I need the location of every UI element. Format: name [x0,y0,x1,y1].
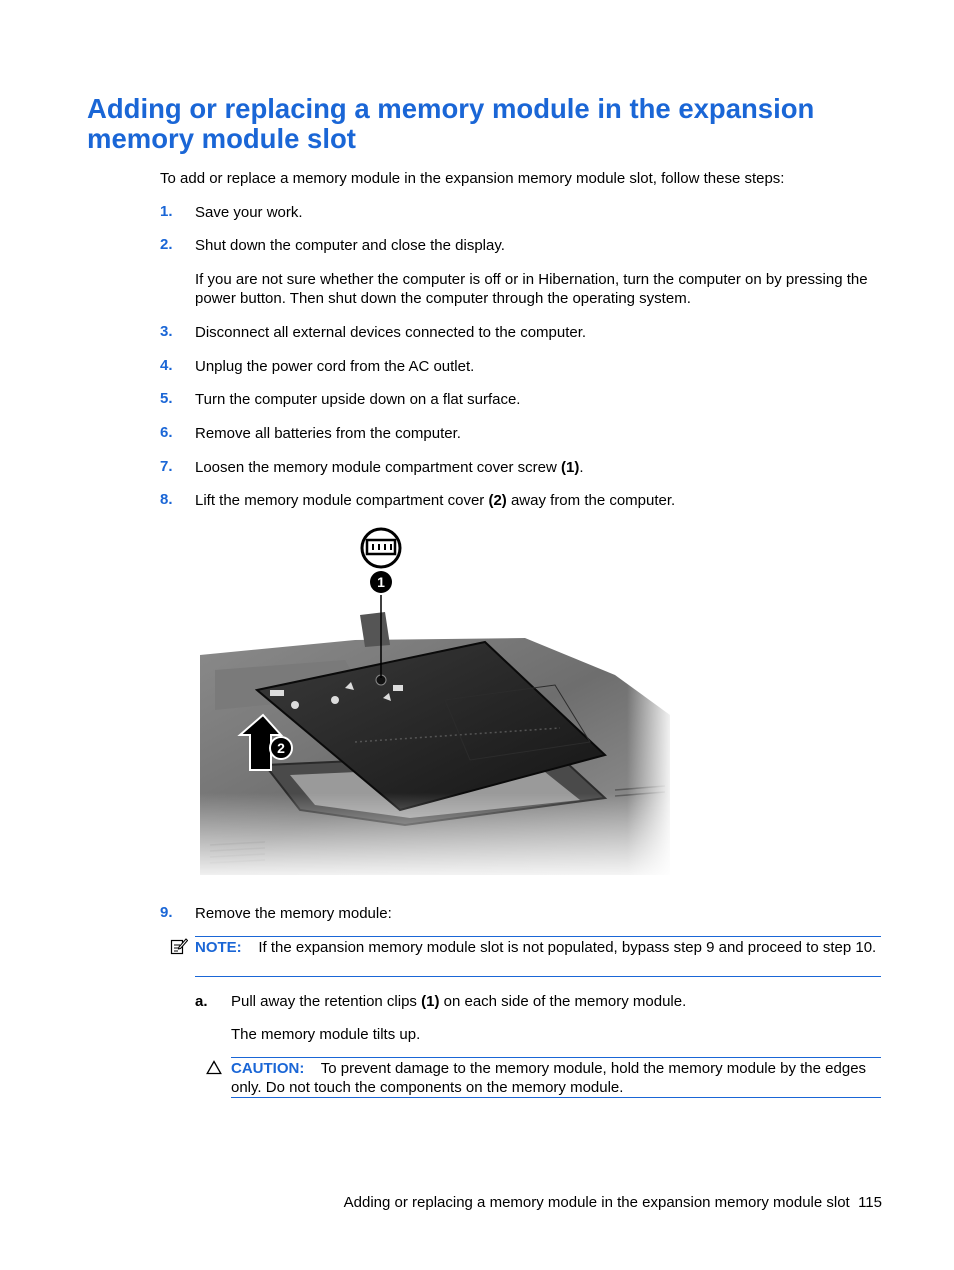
page-title: Adding or replacing a memory module in the expansion memory module slot [87,93,815,154]
step-number: 2. [160,236,173,253]
step-text: Turn the computer upside down on a flat surface. [195,391,521,408]
step-number: 4. [160,357,173,374]
caution-bottom-rule [231,1097,881,1098]
footer-title: Adding or replacing a memory module in the expansion memory module slot [343,1194,850,1211]
step-number: 9. [160,904,173,921]
caution-icon [206,1060,222,1075]
note-text: NOTE: If the expansion memory module slot is not populated, bypass step 9 and proceed to step 10. [195,939,877,956]
page-footer [344,1193,882,1212]
step-number: 5. [160,390,173,407]
note-bottom-rule [195,976,881,977]
step-text: Unplug the power cord from the AC outlet. [195,358,475,375]
substep-text: Pull away the retention clips (1) on each side of the memory module. [231,993,687,1010]
step-text: Loosen the memory module compartment cover screw (1). [195,459,584,476]
step-text: Remove the memory module: [195,905,392,922]
step-text: Lift the memory module compartment cover (2) away from the computer. [195,492,676,509]
step-number: 3. [160,323,173,340]
caution-text: CAUTION: To prevent damage to the memory module, hold the memory module by the edges only. Do not touch the components on the memory module. [231,1060,867,1096]
memory-compartment-illustration [195,520,675,884]
step-text: Save your work. [195,204,303,221]
substep-result: The memory module tilts up. [231,1026,421,1043]
step-text: Disconnect all external devices connected to the computer. [195,324,587,341]
page-number: 115 [858,1194,882,1211]
step-number: 1. [160,203,173,220]
step-text: Shut down the computer and close the display. [195,237,505,254]
step-number: 6. [160,424,173,441]
caution-top-rule [231,1057,881,1058]
step-text: Remove all batteries from the computer. [195,425,461,442]
substep-letter: a. [195,993,208,1010]
step-number: 8. [160,491,173,508]
note-top-rule [195,936,881,937]
note-icon [170,937,188,955]
step-2-note: If you are not sure whether the computer is off or in Hibernation, turn the computer on by pressing the power button. Then shut down the computer through the operating system. [195,271,868,307]
intro-text: To add or replace a memory module in the expansion memory module slot, follow these steps: [160,170,785,187]
step-number: 7. [160,458,173,475]
